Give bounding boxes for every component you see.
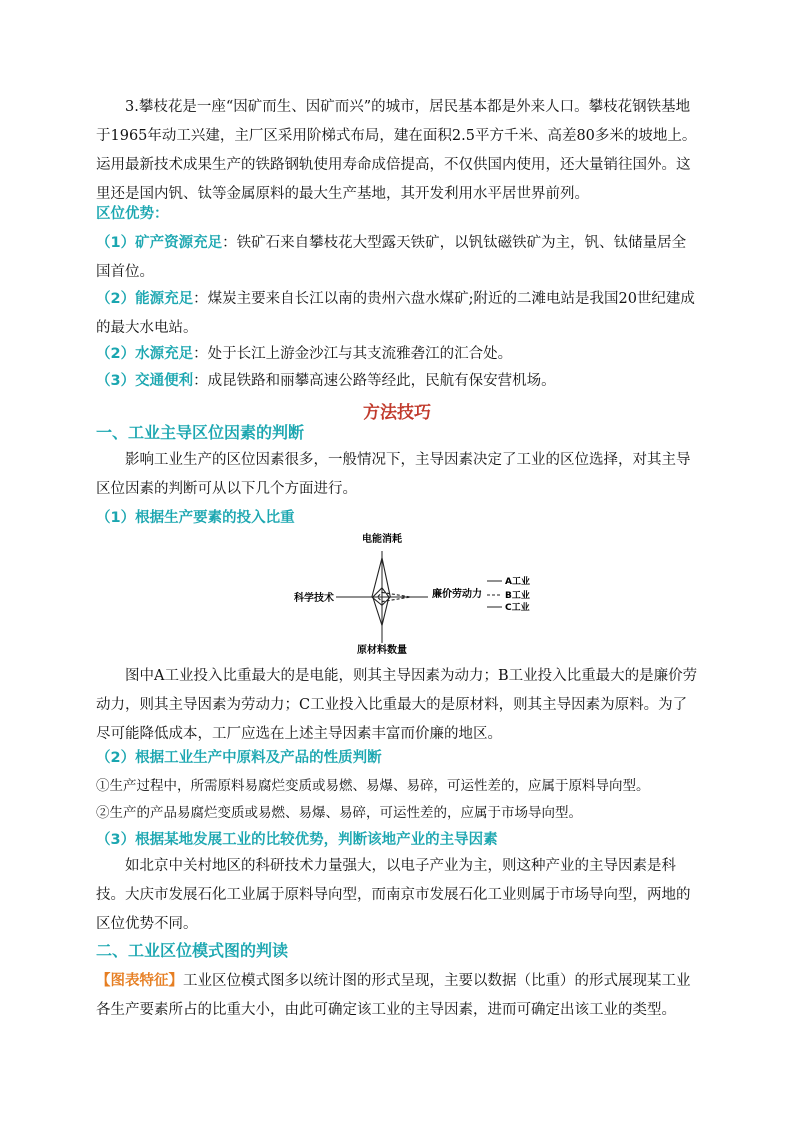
section2-text: 工业区位模式图多以统计图的形式呈现，主要以数据（比重）的形式展现某工业各生产要素所占的比重大小，由此可确定该工业的主导因素，进而可确定出该工业的类型。 (96, 973, 691, 1018)
chart-description: 图中A工业投入比重最大的是电能，则其主导因素为动力；B工业投入比重最大的是廉价劳动力，则其主导因素为劳动力；C工业投入比重最大的是原材料，则其主导因素为原料。为了尽可能降低成本，工厂应选在上述主导因素丰富而价廉的地区。 (96, 668, 698, 742)
legend-item-c: C工业 (505, 603, 530, 613)
radar-series-C工业 (373, 588, 389, 626)
advantage-text: ：处于长江上游金沙江与其支流雅砻江的汇合处。 (193, 346, 513, 362)
legend-item-b: B工业 (505, 591, 530, 601)
section1-sub2: （2）根据工业生产中原料及产品的性质判断 (96, 750, 382, 766)
advantage-label: （2）水源充足 (96, 346, 194, 362)
advantage-item-1 (96, 229, 700, 287)
advantage-text: ：成昆铁路和丽攀高速公路等经此，民航有保安营机场。 (193, 373, 556, 389)
axis-label-right: 廉价劳动力 (432, 589, 482, 600)
section1-p2a: ①生产过程中，所需原料易腐烂变质或易燃、易爆、易碎，可运性差的，应属于原料导向型。 (96, 778, 650, 794)
section1-p2b: ②生产的产品易腐烂变质或易燃、易爆、易碎，可运性差的，应属于市场导向型。 (96, 805, 582, 821)
section1-intro: 影响工业生产的区位因素很多，一般情况下，主导因素决定了工业的区位选择，对其主导区位因素的判断可从以下几个方面进行。 (96, 452, 691, 497)
advantage-text: ：煤炭主要来自长江以南的贵州六盘水煤矿;附近的二滩电站是我国20世纪建成的最大水电站。 (96, 291, 695, 336)
advantages-heading: 区位优势： (96, 206, 169, 222)
advantage-item-4 (96, 367, 700, 396)
advantage-item-3 (96, 340, 700, 369)
axis-label-bottom: 原材料数量 (357, 645, 407, 656)
section1-p3: 如北京中关村地区的科研技术力量强大，以电子产业为主，则这种产业的主导因素是科技。大庆市发展石化工业属于原料导向型，而南京市发展石化工业则属于市场导向型，两地的区位优势不同。 (96, 858, 691, 932)
advantage-text: ：铁矿石来自攀枝花大型露天铁矿，以钒钛磁铁矿为主，钒、钛储量居全国首位。 (96, 235, 687, 280)
method-title: 方法技巧 (363, 403, 431, 423)
intro-paragraph: 3.攀枝花是一座“因矿而生、因矿而兴”的城市，居民基本都是外来人口。攀枝花钢铁基地于1965年动工兴建，主厂区采用阶梯式布局，建在面积2.5平方千米、高差80多米的坡地上。运用最新技术成果生产的铁路钢轨使用寿命成倍提高，不仅供国内使用，还大量销往国外。这里还是国内钒、钛等金属原料的最大生产基地，其开发利用水平居世界前列。 (96, 99, 697, 202)
advantage-item-2 (96, 285, 700, 343)
chart-legend (487, 575, 530, 613)
advantage-label: （1）矿产资源充足 (96, 235, 223, 251)
section1-sub3: （3）根据某地发展工业的比较优势，判断该地产业的主导因素 (96, 832, 498, 848)
radar-series-A工业 (372, 558, 390, 605)
section2-paragraph (96, 967, 700, 1025)
axis-label-left: 科学技术 (294, 593, 334, 604)
section1-title: 一、工业主导区位因素的判断 (96, 423, 305, 442)
legend-item-a: A工业 (505, 577, 530, 587)
section2-title: 二、工业区位模式图的判读 (96, 941, 289, 960)
advantage-label: （2）能源充足 (96, 291, 194, 307)
advantage-label: （3）交通便利 (96, 373, 194, 389)
section1-sub1: （1）根据生产要素的投入比重 (96, 510, 295, 526)
axis-label-top: 电能消耗 (362, 534, 402, 545)
chart-feature-tag: 【图表特征】 (96, 973, 183, 989)
radar-chart (270, 525, 550, 657)
